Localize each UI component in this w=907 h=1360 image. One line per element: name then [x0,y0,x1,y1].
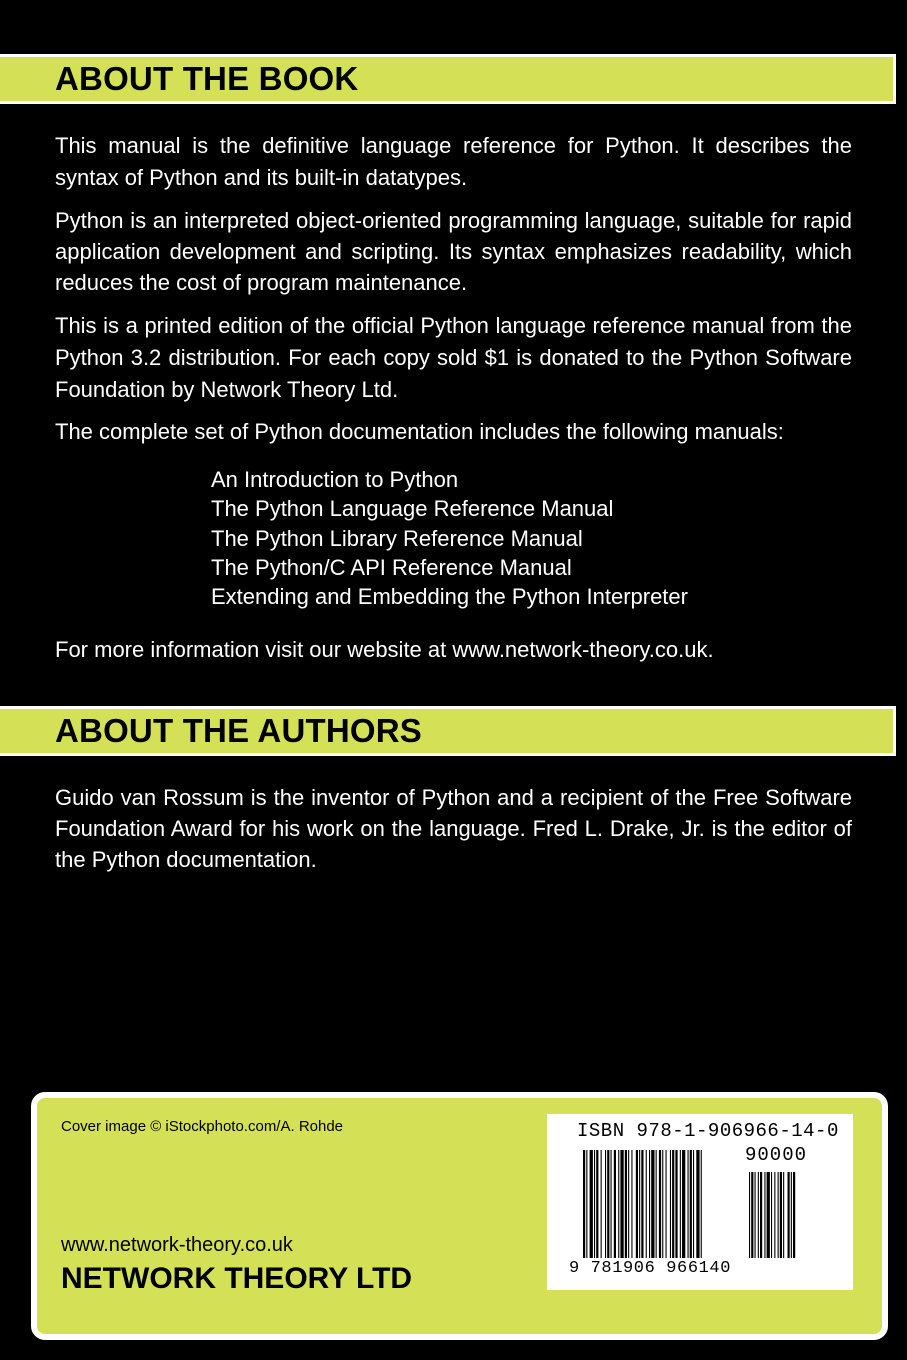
barcode-number: 9 781906 966140 [569,1259,732,1278]
barcode-addon-bar [767,1172,770,1258]
manual-list-item: The Python Library Reference Manual [211,525,583,551]
barcode-addon-bar [755,1172,756,1258]
barcode-bar [636,1150,638,1258]
about-authors-heading: ABOUT THE AUTHORS [55,712,422,749]
barcode-addon-bar [783,1172,784,1258]
barcode-bar [583,1150,585,1258]
barcode-bar [625,1150,627,1258]
barcode-bar [672,1150,674,1258]
barcode-bar [662,1150,663,1258]
barcode-bar [656,1150,657,1258]
about-authors-header-bar [0,706,896,756]
barcode-bar [688,1150,689,1258]
about-book-paragraph-1: This manual is the definitive language reference for Python. It describes the syntax of Python and its built-in datatypes. [55,133,852,190]
barcode-bar [594,1150,595,1258]
barcode-bar [631,1150,632,1258]
barcode-bar [607,1150,609,1258]
cover-image-credit: Cover image © iStockphoto.com/A. Rohde [61,1118,344,1135]
barcode-bar [590,1150,593,1258]
barcode-bar [618,1150,619,1258]
barcode-bar [611,1150,612,1258]
barcode-bar [690,1150,692,1258]
barcode-bar [670,1150,671,1258]
barcode-bar [659,1150,661,1258]
barcode-addon-bar [778,1172,779,1258]
publisher-panel [31,1092,888,1340]
barcode-bar [605,1150,606,1258]
publisher-website: www.network-theory.co.uk [61,1234,293,1256]
barcode-addon-bar [764,1172,765,1258]
barcode-bars [583,1150,819,1262]
barcode-bar [614,1150,616,1258]
about-book-paragraph-5: For more information visit our website at www.network-theory.co.uk. [55,637,714,662]
about-authors-paragraph: Guido van Rossum is the inventor of Python and a recipient of the Free Software Foundation Award for his work on the language. Fred L. Drake, Jr. is the editor of the Python documentation. [55,785,852,872]
manual-list-item: An Introduction to Python [211,467,459,492]
barcode-addon-bar [793,1172,795,1258]
barcode-bar [601,1150,602,1258]
barcode-bar [649,1150,650,1258]
isbn-label: ISBN 978-1-906966-14-0 [577,1120,839,1142]
about-book-header-bar [0,54,896,104]
barcode-bar [701,1150,702,1258]
barcode-addon-bar [749,1172,750,1258]
barcode-bar [628,1150,629,1258]
barcode-addon-bar [760,1172,762,1258]
barcode-addon-bar [751,1172,753,1258]
barcode-addon-bar [788,1172,790,1258]
barcode-bar [651,1150,654,1258]
barcode-bar [682,1150,685,1258]
barcode-bar [696,1150,699,1258]
manual-list [211,465,688,611]
about-book-paragraph-3: This is a printed edition of the official Python language reference manual from the Python 3.2 distribution. For each copy sold $1 is donated to the Python Software Foundation by Network Theory Ltd. [55,313,852,402]
manual-list-item: The Python/C API Reference Manual [211,554,572,580]
barcode-addon-bar [771,1172,772,1258]
barcode-addon-bar [791,1172,792,1258]
barcode-bar [680,1150,681,1258]
barcode-bar [620,1150,623,1258]
manual-list-item: The Python Language Reference Manual [211,496,614,522]
barcode-bar [646,1150,647,1258]
barcode-bar [666,1150,667,1258]
price-code: 90000 [745,1144,808,1166]
barcode-bar [675,1150,677,1258]
barcode-addon-bar [780,1172,782,1258]
about-book-heading: ABOUT THE BOOK [55,60,359,97]
about-book-paragraph-4: The complete set of Python documentation includes the following manuals: [55,419,784,444]
barcode-addon-bar [774,1172,775,1258]
barcode-bar [596,1150,598,1258]
barcode-bar [641,1150,643,1258]
about-book-paragraph-2: Python is an interpreted object-oriented programming language, suitable for rapid application development and scripting. Its syntax emphasizes readability, which reduces the cost of program maintenance. [55,208,852,295]
barcode-bar [586,1150,587,1258]
manual-list-item: Extending and Embedding the Python Interpreter [211,584,688,610]
barcode-bar [693,1150,694,1258]
barcode-bar [639,1150,640,1258]
barcode-addon-bar [758,1172,759,1258]
isbn-barcode [547,1114,853,1290]
publisher-name: NETWORK THEORY LTD [61,1262,413,1295]
